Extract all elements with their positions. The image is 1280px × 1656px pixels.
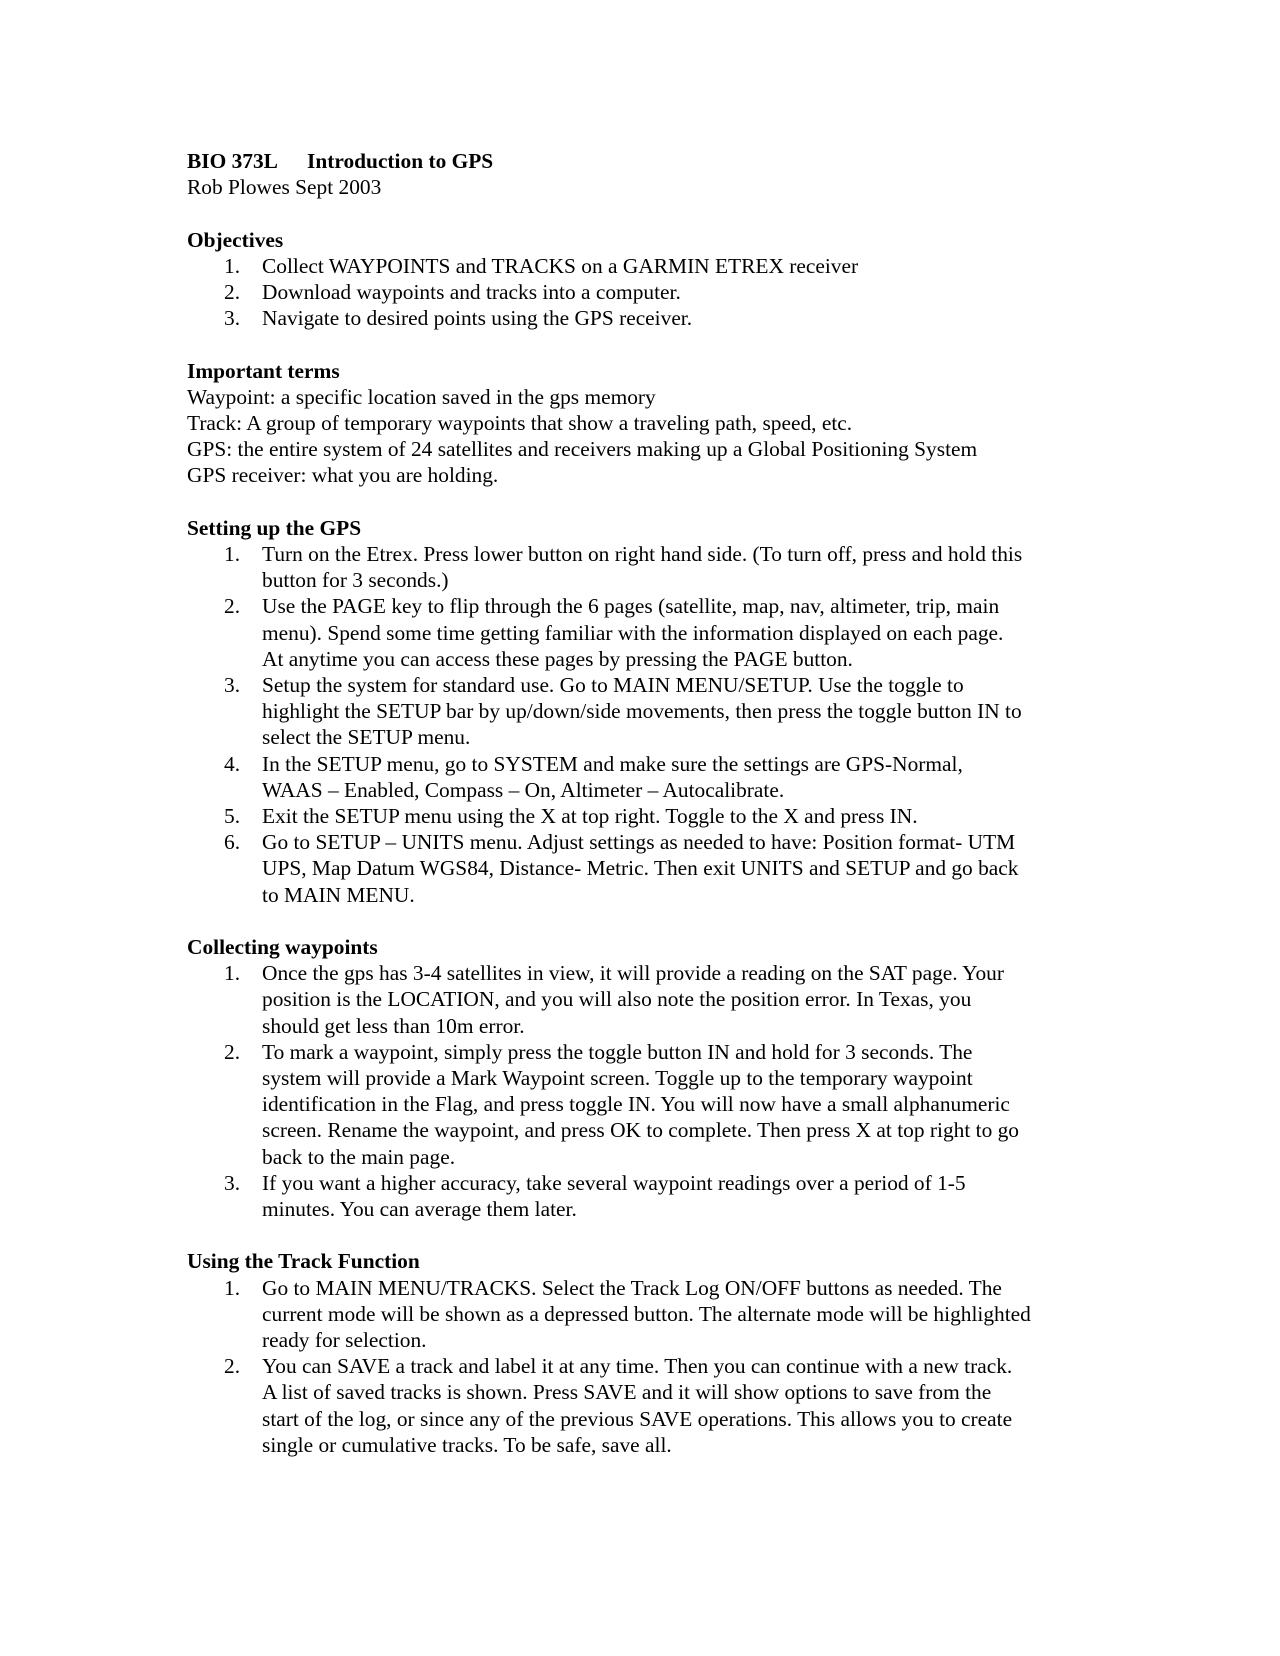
terms-heading: Important terms	[187, 358, 340, 383]
list-item-text: To mark a waypoint, simply press the toggle button IN and hold for 3 seconds. The	[262, 1039, 973, 1064]
author-line: Rob Plowes Sept 2003	[187, 175, 382, 200]
list-item-text: Turn on the Etrex. Press lower button on right hand side. (To turn off, press and hold this	[262, 542, 1023, 566]
terms-section	[187, 358, 1092, 489]
tracks-section	[187, 1248, 1092, 1458]
document-page	[187, 148, 1092, 1458]
list-item-number: 2.	[224, 594, 241, 619]
list-item	[187, 1039, 1092, 1170]
list-item-text: In the SETUP menu, go to SYSTEM and make sure the settings are GPS-Normal,	[262, 751, 963, 776]
term-gps: GPS: the entire system of 24 satellites and receivers making up a Global Positioning System	[187, 437, 978, 462]
list-item	[187, 803, 1092, 829]
list-item-number: 2.	[224, 280, 241, 304]
list-item	[187, 1170, 1092, 1222]
list-item-number: 4.	[224, 751, 241, 776]
waypoints-section	[187, 934, 1092, 1222]
list-item-text: start of the log, or since any of the previous SAVE operations. This allows you to create	[262, 1406, 1013, 1431]
document-title	[187, 148, 1092, 174]
list-item	[187, 672, 1092, 751]
list-item-number: 1.	[224, 961, 241, 986]
tracks-list	[187, 1275, 1092, 1458]
list-item-number: 2.	[224, 1039, 241, 1064]
list-item-text: to MAIN MENU.	[262, 882, 415, 907]
list-item-text: highlight the SETUP bar by up/down/side movements, then press the toggle button IN to	[262, 699, 1022, 724]
objectives-list	[187, 253, 1092, 332]
course-code: BIO 373L	[187, 149, 278, 173]
list-item	[187, 829, 1092, 908]
list-item-text: identification in the Flag, and press toggle IN. You will now have a small alphanumeric	[262, 1092, 1010, 1117]
list-item-text: Setup the system for standard use. Go to MAIN MENU/SETUP. Use the toggle to	[262, 673, 964, 698]
term-track: Track: A group of temporary waypoints that show a traveling path, speed, etc.	[187, 411, 853, 435]
setup-section	[187, 515, 1092, 908]
list-item-text: You can SAVE a track and label it at any time. Then you can continue with a new track.	[262, 1354, 1013, 1379]
list-item-text: menu). Spend some time getting familiar with the information displayed on each page.	[262, 620, 1004, 645]
list-item-text: Navigate to desired points using the GPS receiver.	[262, 306, 693, 331]
list-item-number: 2.	[224, 1354, 241, 1379]
term-gps-receiver: GPS receiver: what you are holding.	[187, 463, 499, 488]
list-item-text: Use the PAGE key to flip through the 6 pages (satellite, map, nav, altimeter, trip, main	[262, 594, 1000, 619]
list-item-text: position is the LOCATION, and you will also note the position error. In Texas, you	[262, 987, 972, 1012]
list-item	[187, 253, 1092, 279]
list-item	[187, 305, 1092, 331]
list-item-text: If you want a higher accuracy, take several waypoint readings over a period of 1-5	[262, 1170, 966, 1195]
objectives-heading: Objectives	[187, 227, 284, 252]
setup-heading: Setting up the GPS	[187, 515, 362, 540]
list-item-number: 3.	[224, 673, 241, 698]
list-item-text: UPS, Map Datum WGS84, Distance- Metric. Then exit UNITS and SETUP and go back	[262, 856, 1019, 881]
list-item	[187, 541, 1092, 593]
list-item-text: current mode will be shown as a depressed button. The alternate mode will be highlighted	[262, 1301, 1031, 1326]
list-item-text: back to the main page.	[262, 1144, 456, 1169]
list-item-text: should get less than 10m error.	[262, 1013, 525, 1038]
list-item-number: 5.	[224, 804, 241, 829]
objectives-section	[187, 227, 1092, 332]
list-item-text: At anytime you can access these pages by pressing the PAGE button.	[262, 646, 853, 671]
list-item-text: screen. Rename the waypoint, and press OK to complete. Then press X at top right to go	[262, 1118, 1020, 1143]
list-item-text: Once the gps has 3-4 satellites in view, it will provide a reading on the SAT page. Your	[262, 961, 1005, 986]
title-text: Introduction to GPS	[307, 149, 494, 173]
list-item-number: 1.	[224, 1275, 241, 1300]
list-item-text: A list of saved tracks is shown. Press SAVE and it will show options to save from the	[262, 1380, 992, 1405]
term-waypoint: Waypoint: a specific location saved in the gps memory	[187, 384, 656, 409]
setup-list	[187, 541, 1092, 908]
list-item-text: Go to MAIN MENU/TRACKS. Select the Track Log ON/OFF buttons as needed. The	[262, 1275, 1002, 1300]
list-item	[187, 960, 1092, 1039]
list-item	[187, 593, 1092, 672]
list-item	[187, 1353, 1092, 1458]
list-item-text: Go to SETUP – UNITS menu. Adjust settings as needed to have: Position format- UTM	[262, 830, 1016, 855]
list-item-number: 6.	[224, 830, 241, 855]
list-item-text: button for 3 seconds.)	[262, 568, 449, 593]
list-item-text: WAAS – Enabled, Compass – On, Altimeter – Autocalibrate.	[262, 777, 785, 802]
list-item-text: minutes. You can average them later.	[262, 1197, 577, 1222]
list-item-text: Collect WAYPOINTS and TRACKS on a GARMIN ETREX receiver	[262, 253, 859, 278]
list-item	[187, 1275, 1092, 1354]
list-item-text: system will provide a Mark Waypoint screen. Toggle up to the temporary waypoint	[262, 1066, 973, 1091]
list-item-number: 1.	[224, 253, 241, 278]
waypoints-list	[187, 960, 1092, 1222]
list-item-number: 3.	[224, 1170, 241, 1195]
list-item-text: ready for selection.	[262, 1328, 427, 1353]
list-item-text: single or cumulative tracks. To be safe, save all.	[262, 1432, 672, 1457]
tracks-heading: Using the Track Function	[187, 1249, 420, 1274]
list-item-text: select the SETUP menu.	[262, 725, 471, 750]
list-item	[187, 751, 1092, 803]
waypoints-heading: Collecting waypoints	[187, 935, 378, 960]
list-item-text: Download waypoints and tracks into a computer.	[262, 280, 681, 304]
list-item-text: Exit the SETUP menu using the X at top right. Toggle to the X and press IN.	[262, 804, 918, 829]
list-item	[187, 279, 1092, 305]
list-item-number: 1.	[224, 542, 241, 566]
list-item-number: 3.	[224, 306, 241, 331]
